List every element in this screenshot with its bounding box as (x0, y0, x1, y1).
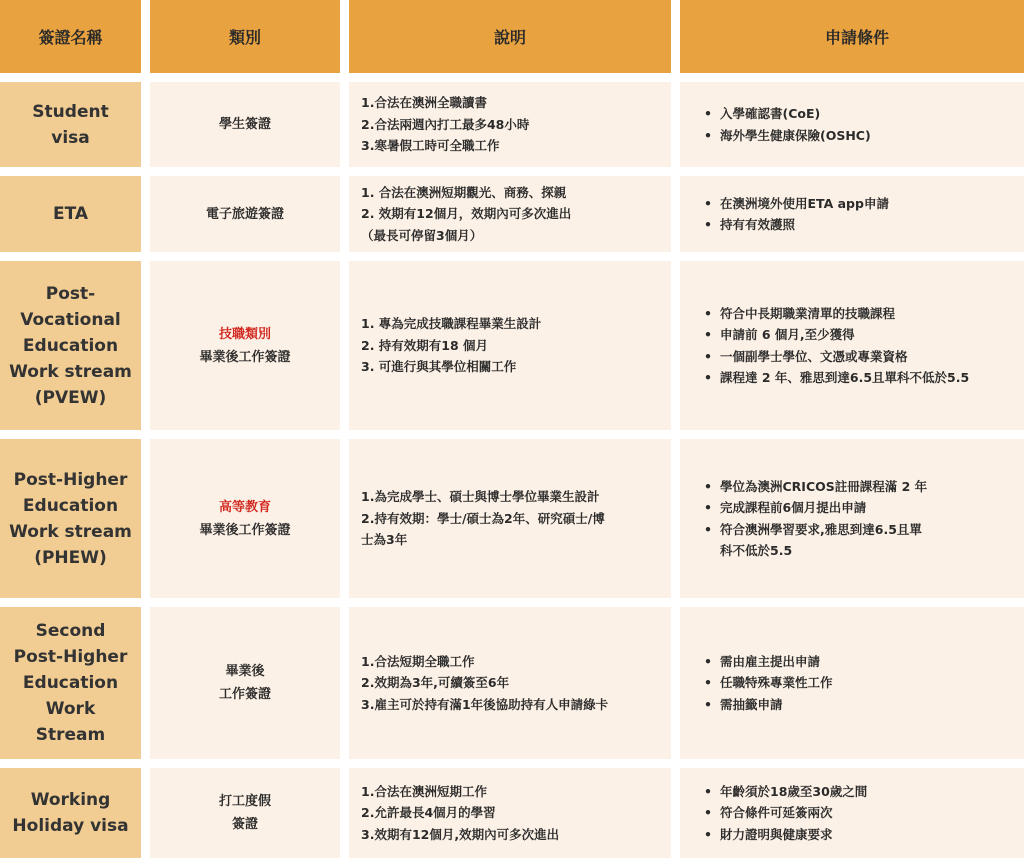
header-visa-name: 簽證名稱 (0, 0, 141, 73)
visa-description-cell (349, 176, 671, 252)
visa-name-line: (PVEW) (34, 387, 107, 408)
visa-requirements-cell (680, 607, 1024, 759)
bullet-icon: • (704, 500, 712, 515)
description-line: 2.效期為3年,可續簽至6年 (361, 675, 510, 691)
bullet-icon: • (704, 478, 712, 494)
description-line: 1. 專為完成技職課程畢業生設計 (361, 316, 542, 332)
visa-name-line: Work stream (9, 521, 132, 542)
visa-name-line: Work (45, 699, 96, 719)
description-line: 2.持有效期：學士/碩士為2年、研究碩士/博 (361, 510, 605, 526)
requirement-item (704, 214, 1024, 236)
visa-name-line: visa (51, 127, 90, 148)
visa-name-cell (0, 176, 141, 252)
bullet-icon: • (704, 783, 712, 799)
bullet-icon: • (704, 127, 712, 143)
visa-name-line: Education (22, 673, 119, 693)
requirement-item (704, 103, 1024, 125)
bullet-icon: • (704, 195, 712, 211)
requirement-item (704, 303, 1024, 325)
description-line: 1.合法在澳洲短期工作 (361, 783, 487, 799)
description-line: 3.雇主可於持有滿1年後協助持有人申請綠卡 (361, 696, 609, 712)
visa-name-line: Post- (45, 283, 96, 304)
requirement-item (704, 781, 1024, 803)
category-label: 畢業後工作簽證 (199, 349, 291, 365)
category-label: 電子旅遊簽證 (205, 206, 284, 222)
visa-name-line: Work stream (9, 361, 132, 382)
requirement-text: 持有有效護照 (720, 217, 796, 232)
description-line: 1.合法短期全職工作 (361, 653, 475, 669)
description-line: 2.允許最長4個月的學習 (361, 805, 496, 821)
requirement-text: 學位為澳洲CRICOS註冊課程滿 2 年 (720, 478, 928, 494)
requirement-item (704, 367, 1024, 389)
visa-requirements-cell (680, 82, 1024, 167)
visa-category-cell (150, 768, 340, 858)
category-highlight: 高等教育 (218, 499, 271, 515)
category-label: 學生簽證 (218, 117, 271, 132)
visa-name-cell (0, 439, 141, 598)
requirement-item (704, 125, 1024, 147)
visa-name-line: Second (35, 621, 106, 641)
requirement-text: 任職特殊專業性工作 (720, 675, 833, 691)
visa-name-line: Vocational (20, 309, 121, 330)
description-line: （最長可停留3個月） (361, 227, 483, 243)
visa-name-cell (0, 607, 141, 759)
category-label: 畢業後 (225, 664, 265, 679)
requirement-text: 符合澳洲學習要求,雅思到達6.5且單 (720, 521, 922, 537)
requirement-item (704, 324, 1024, 346)
requirement-item (704, 802, 1024, 824)
bullet-icon: • (704, 826, 712, 842)
bullet-icon: • (704, 305, 712, 321)
description-line: 2. 效期有12個月，效期內可多次進出 (361, 206, 572, 222)
visa-requirements-cell (680, 261, 1024, 430)
description-line: 2.合法兩週內打工最多48小時 (361, 116, 530, 132)
bullet-icon: • (704, 675, 712, 691)
bullet-icon: • (704, 653, 712, 669)
bullet-icon: • (704, 805, 712, 821)
requirement-text: 財力證明與健康要求 (720, 826, 833, 842)
bullet-icon: • (704, 521, 712, 537)
description-line: 1. 合法在澳洲短期觀光、商務、探親 (361, 184, 567, 200)
description-line: 3.寒暑假工時可全職工作 (361, 138, 500, 154)
bullet-icon: • (704, 696, 712, 712)
visa-name-cell (0, 82, 141, 167)
requirement-item (704, 672, 1024, 694)
bullet-icon: • (704, 370, 712, 385)
visa-name-line: Stream (35, 725, 106, 745)
requirement-text: 年齡須於18歲至30歲之間 (720, 783, 868, 799)
requirement-item (704, 346, 1024, 368)
requirement-item (704, 476, 1024, 498)
visa-category-cell (150, 439, 340, 598)
visa-name-cell (0, 768, 141, 858)
requirement-text: 符合中長期職業清單的技職課程 (720, 305, 896, 321)
header-requirements: 申請條件 (680, 0, 1024, 73)
visa-name-cell (0, 261, 141, 430)
visa-name-line: Post-Higher (13, 647, 128, 667)
visa-requirements-cell (680, 768, 1024, 858)
requirement-text: 在澳洲境外使用ETA app申請 (720, 195, 889, 211)
visa-requirements-cell (680, 439, 1024, 598)
requirement-text: 符合條件可延簽兩次 (720, 805, 833, 821)
requirement-item (704, 694, 1024, 716)
visa-description-cell (349, 768, 671, 858)
requirement-text: 課程達 2 年、雅思到達6.5且單科不低於5.5 (720, 370, 970, 385)
visa-name-line: Holiday visa (12, 816, 129, 836)
bullet-icon: • (704, 348, 712, 364)
requirement-text: 入學確認書(CoE) (720, 106, 821, 121)
description-line: 3. 可進行與其學位相關工作 (361, 359, 517, 375)
visa-category-cell (150, 82, 340, 167)
requirement-item (704, 193, 1024, 215)
header-category: 類別 (150, 0, 340, 73)
visa-name-line: Working (30, 790, 111, 810)
visa-name-line: Education (22, 495, 119, 516)
requirement-text: 需抽籤申請 (720, 696, 783, 712)
header-description: 說明 (349, 0, 671, 73)
category-label: 打工度假 (218, 794, 271, 809)
category-highlight: 技職類別 (218, 326, 271, 342)
description-line: 1.為完成學士、碩士與博士學位畢業生設計 (361, 489, 600, 505)
requirement-text: 海外學生健康保險(OSHC) (720, 127, 871, 143)
visa-category-cell (150, 176, 340, 252)
visa-description-cell (349, 82, 671, 167)
description-line: 1.合法在澳洲全職讀書 (361, 95, 487, 111)
visa-description-cell (349, 439, 671, 598)
description-line: 3.效期有12個月,效期內可多次進出 (361, 826, 560, 842)
requirement-text: 需由雇主提出申請 (720, 653, 821, 669)
bullet-icon: • (704, 327, 712, 342)
visa-name-line: ETA (52, 204, 89, 224)
category-label: 工作簽證 (218, 687, 271, 702)
requirement-text: 完成課程前6個月提出申請 (720, 500, 867, 515)
description-line: 2. 持有效期有18 個月 (361, 337, 489, 353)
requirement-text: 科不低於5.5 (720, 543, 793, 558)
visa-requirements-cell (680, 176, 1024, 252)
requirement-text: 一個副學士學位、文憑或專業資格 (720, 348, 908, 364)
visa-category-cell (150, 261, 340, 430)
requirement-item (704, 651, 1024, 673)
requirement-item (704, 519, 1024, 562)
requirement-text: 申請前 6 個月,至少獲得 (720, 327, 855, 342)
requirement-item (704, 497, 1024, 519)
description-line: 士為3年 (361, 532, 408, 548)
category-label: 畢業後工作簽證 (199, 522, 291, 538)
visa-description-cell (349, 607, 671, 759)
visa-category-cell (150, 607, 340, 759)
visa-name-line: Education (22, 335, 119, 356)
bullet-icon: • (704, 106, 712, 121)
visa-name-line: Student (32, 101, 109, 122)
category-label: 簽證 (231, 817, 258, 832)
requirement-item (704, 824, 1024, 846)
visa-description-cell (349, 261, 671, 430)
visa-name-line: (PHEW) (34, 547, 107, 568)
bullet-icon: • (704, 217, 712, 232)
visa-name-line: Post-Higher (13, 469, 128, 490)
